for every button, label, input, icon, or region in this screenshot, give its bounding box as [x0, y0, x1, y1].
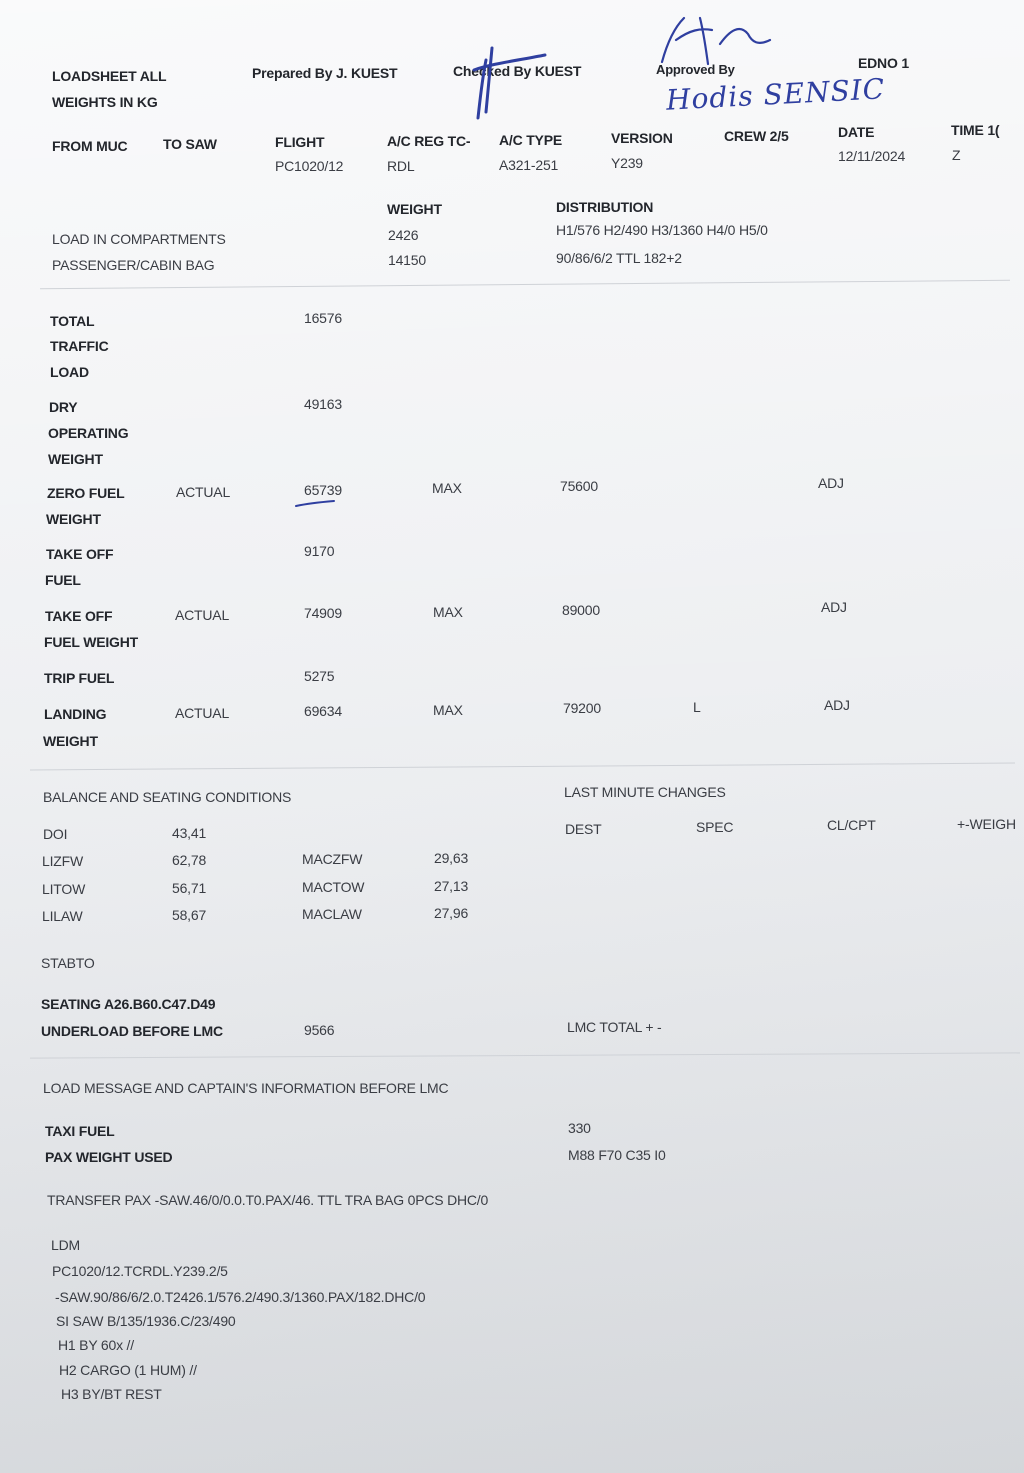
lmc-dest: DEST: [565, 821, 602, 837]
law-limit-flag: L: [693, 699, 701, 715]
check-mark-icon: [474, 48, 545, 118]
law-label-2: WEIGHT: [43, 733, 98, 749]
zfw-value: 65739: [304, 482, 342, 498]
lmc-title: LAST MINUTE CHANGES: [564, 784, 726, 800]
pax-weight-used-label: PAX WEIGHT USED: [45, 1149, 173, 1165]
pax-weight: 14150: [388, 252, 426, 268]
compartments-label: LOAD IN COMPARTMENTS: [52, 231, 226, 247]
date-label: DATE: [838, 124, 875, 140]
signature-initials-icon: [662, 18, 770, 64]
pax-weight-used-value: M88 F70 C35 I0: [568, 1147, 666, 1163]
to-station: TO SAW: [163, 136, 217, 152]
ldm-line: H1 BY 60x //: [58, 1337, 134, 1353]
law-max-label: MAX: [433, 702, 463, 718]
ldm-line: H2 CARGO (1 HUM) //: [59, 1362, 197, 1378]
compartments-weight: 2426: [388, 227, 419, 243]
lilaw-label: LILAW: [42, 908, 83, 924]
distribution-header: DISTRIBUTION: [556, 199, 654, 215]
approver-signature: Hodis SENSIC: [665, 72, 886, 117]
weight-header: WEIGHT: [387, 201, 442, 217]
prepared-by: Prepared By J. KUEST: [252, 65, 398, 81]
ldm-line: LDM: [51, 1237, 80, 1253]
ac-reg-value: RDL: [387, 158, 415, 174]
dow-label-2: OPERATING: [48, 425, 129, 441]
ac-reg-label: A/C REG TC-: [387, 133, 471, 149]
tow-label-2: FUEL WEIGHT: [44, 634, 138, 650]
transfer-pax: TRANSFER PAX -SAW.46/0/0.0.T0.PAX/46. TTL TRA BAG 0PCS DHC/0: [47, 1192, 489, 1208]
ldm-line: -SAW.90/86/6/2.0.T2426.1/576.2/490.3/1360.PAX/182.DHC/0: [55, 1289, 426, 1305]
pax-label: PASSENGER/CABIN BAG: [52, 257, 215, 273]
dow-value: 49163: [304, 396, 342, 412]
law-max: 79200: [563, 700, 601, 716]
checked-by: Checked By KUEST: [453, 63, 582, 79]
mactow-label: MACTOW: [302, 879, 365, 895]
lmc-weight: +-WEIGH: [957, 816, 1016, 832]
law-actual: ACTUAL: [175, 705, 230, 721]
litow-value: 56,71: [172, 880, 207, 896]
stabto: STABTO: [41, 955, 95, 971]
maclaw-label: MACLAW: [302, 906, 362, 922]
zfw-actual: ACTUAL: [176, 484, 231, 500]
tow-actual: ACTUAL: [175, 607, 230, 623]
from-station: FROM MUC: [52, 138, 128, 154]
ttl-label-1: TOTAL: [50, 313, 95, 329]
tow-max-label: MAX: [433, 604, 463, 620]
litow-label: LITOW: [42, 881, 86, 897]
zfw-label-1: ZERO FUEL: [47, 485, 125, 501]
tow-adj: ADJ: [821, 599, 847, 615]
crew: CREW 2/5: [724, 128, 789, 144]
time-label: TIME 1(: [951, 122, 1000, 138]
law-value: 69634: [304, 703, 342, 719]
underload-value: 9566: [304, 1022, 335, 1038]
ac-type-value: A321-251: [499, 157, 559, 173]
edno: EDNO 1: [858, 55, 909, 71]
dow-label-1: DRY: [49, 399, 78, 415]
law-label-1: LANDING: [44, 706, 107, 722]
lmc-total: LMC TOTAL + -: [567, 1019, 662, 1035]
date-value: 12/11/2024: [838, 148, 906, 164]
maclaw-value: 27,96: [434, 905, 469, 921]
mactow-value: 27,13: [434, 878, 469, 894]
doi-label: DOI: [43, 826, 68, 842]
ldm-line: PC1020/12.TCRDL.Y239.2/5: [52, 1263, 228, 1279]
ttl-label-2: TRAFFIC: [50, 338, 109, 354]
ttl-label-3: LOAD: [50, 364, 89, 380]
compartments-distribution: H1/576 H2/490 H3/1360 H4/0 H5/0: [556, 222, 768, 238]
maczfw-value: 29,63: [434, 850, 469, 866]
tof-label-2: FUEL: [45, 572, 81, 588]
trip-fuel-value: 5275: [304, 668, 335, 684]
underload-label: UNDERLOAD BEFORE LMC: [41, 1023, 223, 1039]
maczfw-label: MACZFW: [302, 851, 363, 867]
ldm-line: H3 BY/BT REST: [61, 1386, 162, 1402]
ac-type-label: A/C TYPE: [499, 132, 562, 148]
zfw-label-2: WEIGHT: [46, 511, 101, 527]
balance-title: BALANCE AND SEATING CONDITIONS: [43, 789, 292, 805]
doi-value: 43,41: [172, 825, 207, 841]
approved-by: Approved By: [656, 62, 735, 77]
zfw-max-label: MAX: [432, 480, 462, 496]
weights-unit: WEIGHTS IN KG: [52, 94, 158, 110]
lmc-cl-cpt: CL/CPT: [827, 817, 876, 833]
loadsheet-title: LOADSHEET ALL: [52, 68, 167, 84]
tow-label-1: TAKE OFF: [45, 608, 113, 624]
ldm-line: SI SAW B/135/1936.C/23/490: [56, 1313, 236, 1329]
flight-value: PC1020/12: [275, 158, 344, 174]
dow-label-3: WEIGHT: [48, 451, 103, 467]
tow-max: 89000: [562, 602, 600, 618]
taxi-fuel-value: 330: [568, 1120, 591, 1136]
ttl-value: 16576: [304, 310, 342, 326]
lizfw-label: LIZFW: [42, 853, 83, 869]
law-adj: ADJ: [824, 697, 850, 713]
seating-conditions: SEATING A26.B60.C47.D49: [41, 996, 216, 1012]
tof-value: 9170: [304, 543, 335, 559]
time-value: Z: [952, 147, 961, 163]
tof-label-1: TAKE OFF: [46, 546, 114, 562]
version-value: Y239: [611, 155, 643, 171]
load-message-title: LOAD MESSAGE AND CAPTAIN'S INFORMATION BEFORE LMC: [43, 1080, 449, 1096]
flight-label: FLIGHT: [275, 134, 325, 150]
lilaw-value: 58,67: [172, 907, 207, 923]
zfw-underline-icon: [296, 501, 334, 506]
zfw-max: 75600: [560, 478, 598, 494]
zfw-adj: ADJ: [818, 475, 844, 491]
lmc-spec: SPEC: [696, 819, 734, 835]
tow-value: 74909: [304, 605, 342, 621]
version-label: VERSION: [611, 130, 673, 146]
lizfw-value: 62,78: [172, 852, 207, 868]
taxi-fuel-label: TAXI FUEL: [45, 1123, 115, 1139]
pax-distribution: 90/86/6/2 TTL 182+2: [556, 250, 682, 266]
trip-fuel-label: TRIP FUEL: [44, 670, 115, 686]
